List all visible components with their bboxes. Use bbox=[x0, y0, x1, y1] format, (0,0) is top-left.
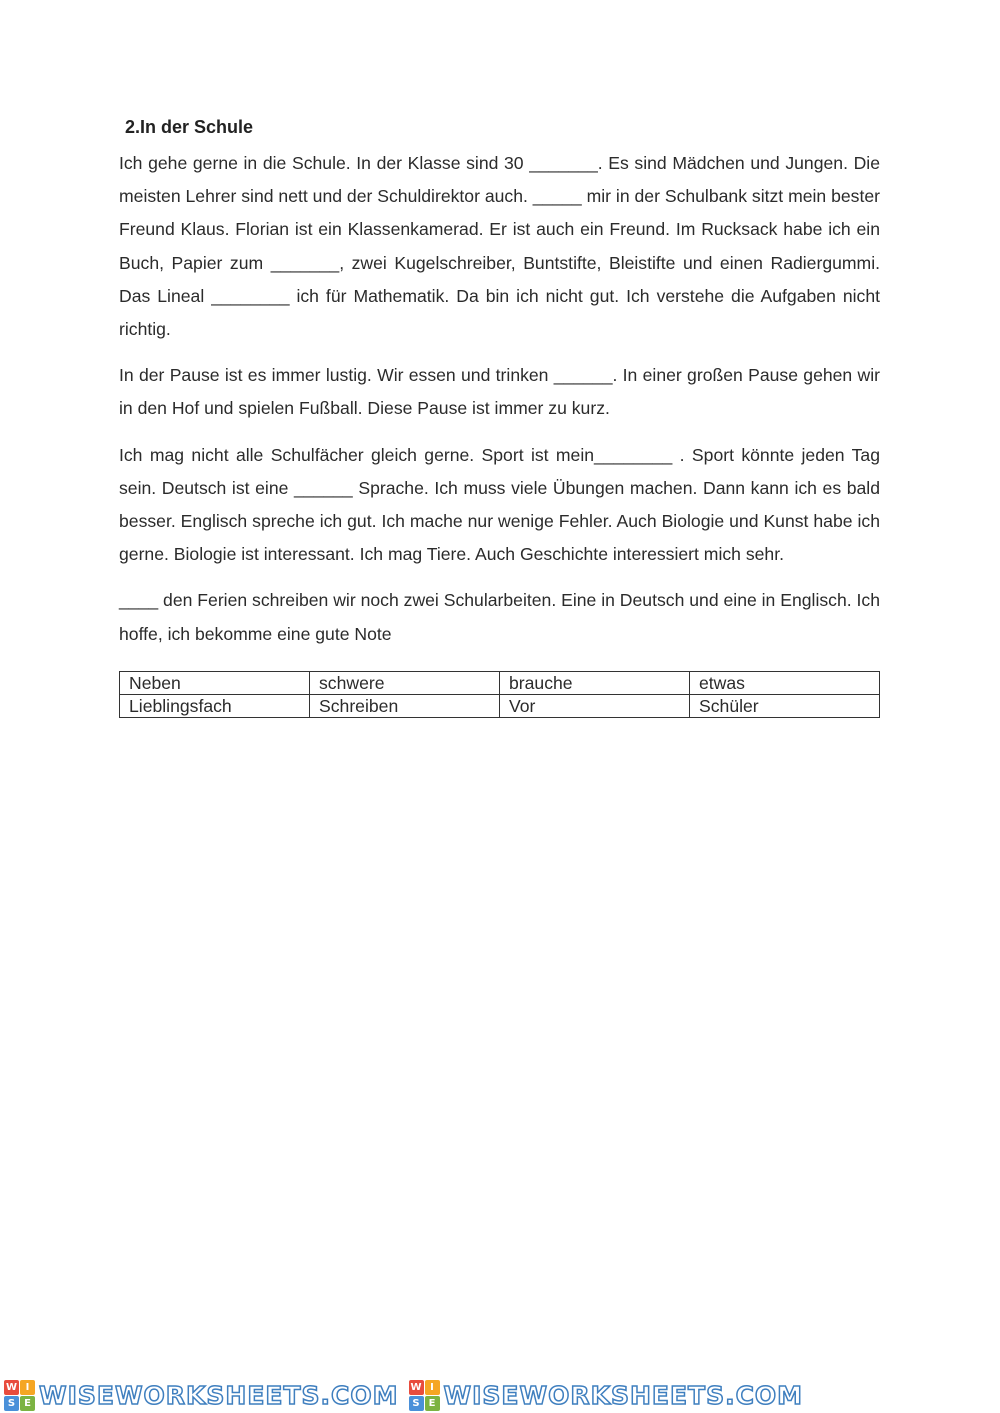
word-bank-cell: etwas bbox=[690, 671, 880, 694]
brand-watermark bbox=[409, 1380, 804, 1411]
logo-letter: S bbox=[409, 1396, 424, 1411]
logo-letter: I bbox=[425, 1380, 440, 1395]
logo-letter: W bbox=[410, 1382, 422, 1393]
word-bank-cell: Schreiben bbox=[310, 694, 500, 717]
brand-watermark bbox=[4, 1380, 399, 1411]
brand-logo-icon bbox=[4, 1380, 35, 1411]
word-bank-cell: Vor bbox=[500, 694, 690, 717]
brand-text: WISEWORKSHEETS.COM bbox=[443, 1381, 804, 1410]
word-bank-table bbox=[119, 671, 880, 718]
logo-letter: I bbox=[20, 1380, 35, 1395]
logo-letter: E bbox=[20, 1396, 35, 1411]
footer-watermark bbox=[0, 1378, 1000, 1413]
paragraph-2: In der Pause ist es immer lustig. Wir essen und trinken ______. In einer großen Pause gehen wir in den Hof und spielen Fußball. Diese Pause ist immer zu kurz. bbox=[119, 365, 880, 419]
logo-letter: S bbox=[4, 1396, 19, 1411]
word-bank-cell: Schüler bbox=[690, 694, 880, 717]
brand-logo-icon bbox=[409, 1380, 440, 1411]
worksheet-title: 2.In der Schule bbox=[125, 117, 254, 137]
paragraph-4: ____ den Ferien schreiben wir noch zwei Schularbeiten. Eine in Deutsch und eine in Englisch. Ich hoffe, ich bekomme eine gute Note bbox=[119, 590, 880, 644]
paragraph-3: Ich mag nicht alle Schulfächer gleich gerne. Sport ist mein________ . Sport könnte jeden Tag sein. Deutsch ist eine ______ Sprache. Ich muss viele Übungen machen. Dann kann ich es bald besser. Englisch spreche ich gut. Ich mache nur wenige Fehler. Auch Biologie und Kunst habe ich gerne. Biologie ist interessant. Ich mag Tiere. Auch Geschichte interessiert mich sehr. bbox=[119, 444, 880, 565]
logo-letter: E bbox=[425, 1396, 440, 1411]
word-bank-row bbox=[120, 671, 880, 694]
word-bank-row bbox=[120, 694, 880, 717]
word-bank-cell: schwere bbox=[310, 671, 500, 694]
brand-text: WISEWORKSHEETS.COM bbox=[39, 1381, 399, 1410]
word-bank-cell: Neben bbox=[120, 671, 310, 694]
worksheet bbox=[119, 117, 880, 718]
word-bank-cell: brauche bbox=[500, 671, 690, 694]
word-bank-cell: Lieblingsfach bbox=[120, 694, 310, 717]
paragraph-1: Ich gehe gerne in die Schule. In der Klasse sind 30 _______. Es sind Mädchen und Jungen. Die meisten Lehrer sind nett und der Schuldirektor auch. _____ mir in der Schulbank sitzt mein bester Freund Klaus. Florian ist ein Klassenkamerad. Er ist auch ein Freund. Im Rucksack habe ich ein Buch, Papier zum _______, zwei Kugelschreiber, Buntstifte, Bleistifte und einen Radiergummi. Das Lineal ________ ich für Mathematik. Da bin ich nicht gut. Ich verstehe die Aufgaben nicht richtig. bbox=[119, 153, 880, 340]
logo-letter: W bbox=[5, 1382, 18, 1393]
